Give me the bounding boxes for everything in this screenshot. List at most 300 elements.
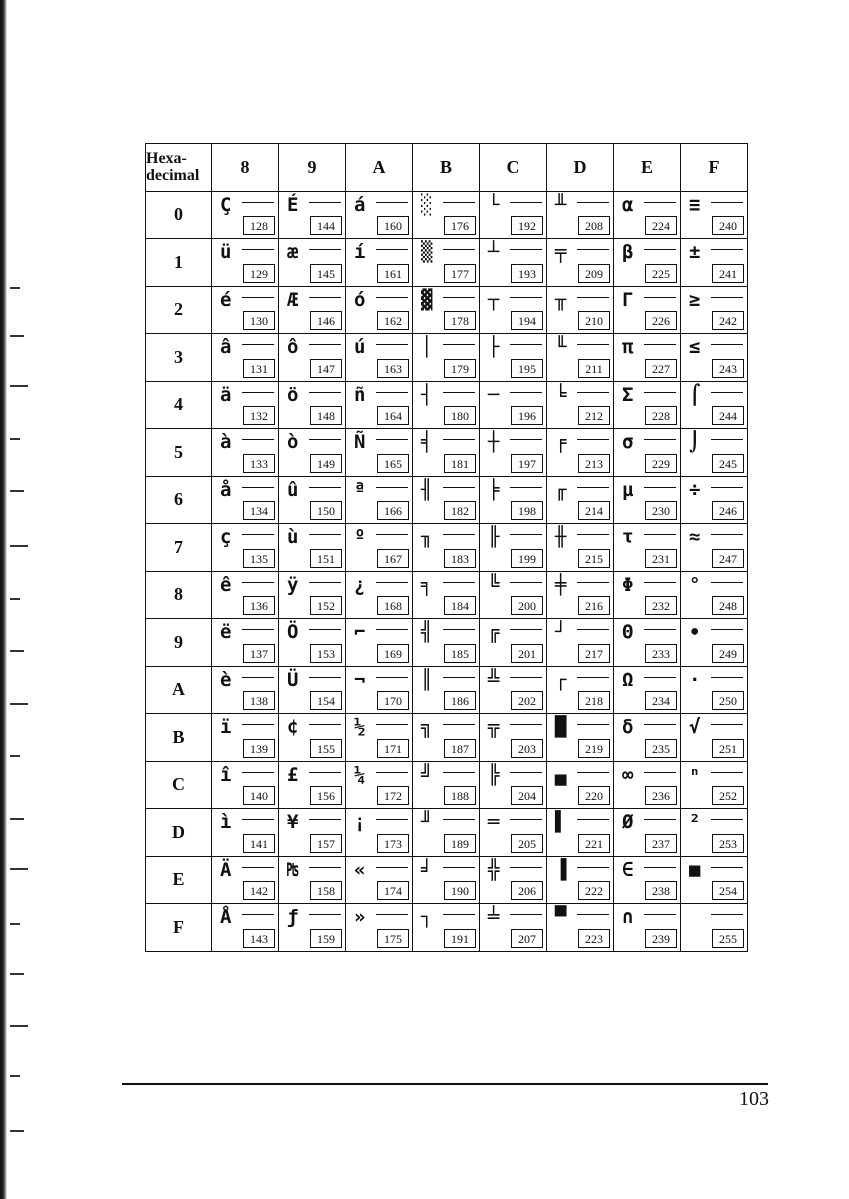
char-glyph: è bbox=[220, 668, 232, 691]
char-glyph: ù bbox=[287, 526, 299, 548]
char-glyph: ╠ bbox=[488, 763, 500, 786]
char-cell-173 bbox=[346, 809, 413, 857]
char-glyph: ° bbox=[689, 573, 701, 596]
decimal-code-box: 210 bbox=[578, 311, 610, 330]
char-cell-194 bbox=[480, 286, 547, 334]
char-glyph: β bbox=[622, 241, 634, 263]
code-leader-line bbox=[376, 867, 408, 868]
char-glyph: ± bbox=[689, 241, 701, 263]
char-glyph: ¡ bbox=[354, 811, 366, 833]
char-glyph: │ bbox=[421, 336, 433, 358]
char-cell-184 bbox=[413, 571, 480, 619]
char-glyph: ≥ bbox=[689, 288, 701, 311]
code-leader-line bbox=[376, 914, 408, 915]
decimal-code-box: 221 bbox=[578, 834, 610, 853]
decimal-code-box: 209 bbox=[578, 264, 610, 283]
decimal-code-box: 235 bbox=[645, 739, 677, 758]
decimal-code-box: 204 bbox=[511, 786, 543, 805]
decimal-code-box: 175 bbox=[377, 929, 409, 948]
code-leader-line bbox=[242, 677, 274, 678]
char-glyph: î bbox=[220, 763, 232, 786]
char-glyph: ê bbox=[220, 573, 232, 596]
code-leader-line bbox=[309, 202, 341, 203]
char-cell-185 bbox=[413, 619, 480, 667]
char-cell-130 bbox=[212, 286, 279, 334]
char-cell-223 bbox=[547, 904, 614, 952]
char-cell-201 bbox=[480, 619, 547, 667]
char-glyph: ╚ bbox=[488, 573, 500, 596]
decimal-code-box: 241 bbox=[712, 264, 744, 283]
binding-mark bbox=[10, 973, 24, 975]
binding-marks bbox=[10, 0, 40, 1199]
decimal-code-box: 255 bbox=[712, 929, 744, 948]
char-glyph: ╛ bbox=[421, 858, 433, 881]
decimal-code-box: 243 bbox=[712, 359, 744, 378]
decimal-code-box: 169 bbox=[377, 644, 409, 663]
char-cell-208 bbox=[547, 191, 614, 239]
code-leader-line bbox=[510, 297, 542, 298]
code-leader-line bbox=[309, 487, 341, 488]
decimal-code-box: 143 bbox=[243, 929, 275, 948]
code-leader-line bbox=[644, 202, 676, 203]
code-leader-line bbox=[309, 344, 341, 345]
decimal-code-box: 173 bbox=[377, 834, 409, 853]
binding-mark bbox=[10, 650, 24, 652]
char-glyph: ∈ bbox=[622, 858, 634, 881]
char-glyph: └ bbox=[488, 193, 500, 216]
decimal-code-box: 246 bbox=[712, 501, 744, 520]
code-leader-line bbox=[376, 724, 408, 725]
code-leader-line bbox=[242, 392, 274, 393]
decimal-code-box: 214 bbox=[578, 501, 610, 520]
decimal-code-box: 251 bbox=[712, 739, 744, 758]
char-glyph: δ bbox=[622, 716, 634, 738]
char-glyph: á bbox=[354, 193, 366, 216]
table-row-B bbox=[146, 714, 748, 762]
code-leader-line bbox=[644, 439, 676, 440]
char-glyph: ▌ bbox=[555, 811, 567, 833]
char-cell-150 bbox=[279, 476, 346, 524]
decimal-code-box: 254 bbox=[712, 881, 744, 900]
decimal-code-box: 232 bbox=[645, 596, 677, 615]
char-cell-192 bbox=[480, 191, 547, 239]
char-cell-170 bbox=[346, 666, 413, 714]
char-glyph: ∞ bbox=[622, 763, 634, 786]
char-glyph: ┬ bbox=[488, 288, 500, 311]
char-glyph: ¬ bbox=[354, 668, 366, 691]
char-glyph: µ bbox=[622, 478, 634, 501]
column-header-row bbox=[146, 144, 748, 192]
column-header-E: E bbox=[614, 144, 681, 192]
char-glyph: σ bbox=[622, 431, 634, 453]
code-leader-line bbox=[376, 772, 408, 773]
code-leader-line bbox=[510, 819, 542, 820]
char-cell-147 bbox=[279, 334, 346, 382]
char-glyph: ⁿ bbox=[689, 763, 701, 786]
decimal-code-box: 205 bbox=[511, 834, 543, 853]
char-cell-174 bbox=[346, 856, 413, 904]
code-leader-line bbox=[644, 392, 676, 393]
code-leader-line bbox=[242, 914, 274, 915]
table-row-5 bbox=[146, 429, 748, 477]
code-leader-line bbox=[242, 724, 274, 725]
code-leader-line bbox=[711, 487, 743, 488]
binding-mark bbox=[10, 703, 28, 705]
code-leader-line bbox=[577, 344, 609, 345]
char-glyph: ≈ bbox=[689, 526, 701, 548]
decimal-code-box: 216 bbox=[578, 596, 610, 615]
char-cell-242 bbox=[681, 286, 748, 334]
decimal-code-box: 190 bbox=[444, 881, 476, 900]
code-leader-line bbox=[711, 867, 743, 868]
decimal-code-box: 217 bbox=[578, 644, 610, 663]
decimal-code-box: 202 bbox=[511, 691, 543, 710]
decimal-code-box: 157 bbox=[310, 834, 342, 853]
row-header-C: C bbox=[146, 761, 212, 809]
decimal-code-box: 161 bbox=[377, 264, 409, 283]
char-glyph: ╕ bbox=[421, 573, 433, 596]
char-glyph: ÿ bbox=[287, 573, 299, 596]
code-leader-line bbox=[443, 249, 475, 250]
char-cell-228 bbox=[614, 381, 681, 429]
decimal-code-box: 213 bbox=[578, 454, 610, 473]
table-row-E bbox=[146, 856, 748, 904]
decimal-code-box: 196 bbox=[511, 406, 543, 425]
char-cell-166 bbox=[346, 476, 413, 524]
decimal-code-box: 146 bbox=[310, 311, 342, 330]
char-glyph: ƒ bbox=[287, 906, 299, 928]
char-cell-187 bbox=[413, 714, 480, 762]
code-leader-line bbox=[376, 344, 408, 345]
char-cell-181 bbox=[413, 429, 480, 477]
decimal-code-box: 168 bbox=[377, 596, 409, 615]
decimal-code-box: 174 bbox=[377, 881, 409, 900]
char-glyph: Ü bbox=[287, 668, 299, 691]
code-leader-line bbox=[443, 202, 475, 203]
decimal-code-box: 135 bbox=[243, 549, 275, 568]
char-cell-206 bbox=[480, 856, 547, 904]
decimal-code-box: 183 bbox=[444, 549, 476, 568]
code-leader-line bbox=[376, 677, 408, 678]
char-cell-229 bbox=[614, 429, 681, 477]
char-glyph: ▄ bbox=[555, 763, 567, 786]
char-cell-143 bbox=[212, 904, 279, 952]
code-leader-line bbox=[309, 867, 341, 868]
char-glyph: ñ bbox=[354, 383, 366, 406]
char-glyph: █ bbox=[555, 716, 567, 738]
code-leader-line bbox=[711, 439, 743, 440]
decimal-code-box: 244 bbox=[712, 406, 744, 425]
code-leader-line bbox=[577, 249, 609, 250]
code-leader-line bbox=[309, 772, 341, 773]
char-glyph: Å bbox=[220, 906, 232, 928]
char-cell-237 bbox=[614, 809, 681, 857]
char-glyph: π bbox=[622, 336, 634, 358]
code-leader-line bbox=[577, 772, 609, 773]
binding-mark bbox=[10, 545, 28, 547]
char-glyph: â bbox=[220, 336, 232, 358]
binding-mark bbox=[10, 490, 24, 492]
char-glyph: Ç bbox=[220, 193, 232, 216]
code-leader-line bbox=[644, 297, 676, 298]
char-cell-141 bbox=[212, 809, 279, 857]
char-cell-246 bbox=[681, 476, 748, 524]
code-leader-line bbox=[510, 629, 542, 630]
decimal-code-box: 192 bbox=[511, 216, 543, 235]
code-leader-line bbox=[711, 534, 743, 535]
binding-mark bbox=[10, 923, 20, 925]
char-cell-154 bbox=[279, 666, 346, 714]
decimal-code-box: 128 bbox=[243, 216, 275, 235]
char-glyph: Ø bbox=[622, 811, 634, 833]
char-cell-225 bbox=[614, 239, 681, 287]
code-leader-line bbox=[577, 202, 609, 203]
char-glyph: å bbox=[220, 478, 232, 501]
char-cell-248 bbox=[681, 571, 748, 619]
binding-mark bbox=[10, 438, 20, 440]
char-glyph: ╤ bbox=[555, 241, 567, 263]
char-glyph: ä bbox=[220, 383, 232, 406]
char-glyph: ¼ bbox=[354, 763, 366, 786]
decimal-code-box: 170 bbox=[377, 691, 409, 710]
char-cell-160 bbox=[346, 191, 413, 239]
char-cell-209 bbox=[547, 239, 614, 287]
char-glyph: Θ bbox=[622, 621, 634, 643]
code-leader-line bbox=[242, 819, 274, 820]
row-header-1: 1 bbox=[146, 239, 212, 287]
char-glyph: ï bbox=[220, 716, 232, 738]
char-glyph: ▐ bbox=[555, 858, 567, 881]
char-glyph: ∩ bbox=[622, 906, 634, 928]
decimal-code-box: 240 bbox=[712, 216, 744, 235]
corner-label-line: Hexa- bbox=[146, 150, 187, 168]
char-glyph: É bbox=[287, 193, 299, 216]
code-leader-line bbox=[242, 582, 274, 583]
char-glyph: ╬ bbox=[488, 858, 500, 881]
decimal-code-box: 238 bbox=[645, 881, 677, 900]
char-glyph: û bbox=[287, 478, 299, 501]
decimal-code-box: 149 bbox=[310, 454, 342, 473]
char-glyph: æ bbox=[287, 241, 299, 263]
table-row-F bbox=[146, 904, 748, 952]
char-cell-252 bbox=[681, 761, 748, 809]
code-leader-line bbox=[309, 392, 341, 393]
char-cell-207 bbox=[480, 904, 547, 952]
char-glyph: ╙ bbox=[555, 336, 567, 358]
char-glyph: ½ bbox=[354, 716, 366, 738]
char-glyph: ⌠ bbox=[689, 383, 701, 406]
row-header-B: B bbox=[146, 714, 212, 762]
char-glyph: ≤ bbox=[689, 336, 701, 358]
table-row-7 bbox=[146, 524, 748, 572]
char-cell-145 bbox=[279, 239, 346, 287]
char-cell-133 bbox=[212, 429, 279, 477]
binding-mark bbox=[10, 1075, 20, 1077]
decimal-code-box: 208 bbox=[578, 216, 610, 235]
char-cell-137 bbox=[212, 619, 279, 667]
code-leader-line bbox=[711, 914, 743, 915]
decimal-code-box: 162 bbox=[377, 311, 409, 330]
char-cell-161 bbox=[346, 239, 413, 287]
code-leader-line bbox=[644, 344, 676, 345]
row-header-6: 6 bbox=[146, 476, 212, 524]
char-glyph: Ω bbox=[622, 668, 634, 691]
char-cell-221 bbox=[547, 809, 614, 857]
char-cell-234 bbox=[614, 666, 681, 714]
char-glyph: Ä bbox=[220, 858, 232, 881]
char-cell-203 bbox=[480, 714, 547, 762]
char-glyph: ▒ bbox=[421, 241, 433, 263]
char-cell-136 bbox=[212, 571, 279, 619]
decimal-code-box: 218 bbox=[578, 691, 610, 710]
code-leader-line bbox=[443, 534, 475, 535]
char-glyph: Ö bbox=[287, 621, 299, 643]
code-leader-line bbox=[309, 677, 341, 678]
row-header-8: 8 bbox=[146, 571, 212, 619]
char-glyph: ╧ bbox=[488, 906, 500, 928]
char-cell-139 bbox=[212, 714, 279, 762]
char-glyph: ╫ bbox=[555, 526, 567, 548]
code-leader-line bbox=[711, 202, 743, 203]
char-glyph: ÷ bbox=[689, 478, 701, 501]
char-glyph: ¿ bbox=[354, 573, 366, 596]
row-header-D: D bbox=[146, 809, 212, 857]
code-leader-line bbox=[376, 202, 408, 203]
char-glyph: ∙ bbox=[689, 621, 701, 643]
char-cell-224 bbox=[614, 191, 681, 239]
char-glyph: ┤ bbox=[421, 383, 433, 406]
code-leader-line bbox=[577, 487, 609, 488]
column-header-8: 8 bbox=[212, 144, 279, 192]
code-leader-line bbox=[510, 392, 542, 393]
code-leader-line bbox=[577, 582, 609, 583]
code-leader-line bbox=[711, 392, 743, 393]
char-cell-162 bbox=[346, 286, 413, 334]
char-glyph: « bbox=[354, 858, 366, 881]
char-cell-236 bbox=[614, 761, 681, 809]
decimal-code-box: 130 bbox=[243, 311, 275, 330]
code-leader-line bbox=[242, 344, 274, 345]
code-leader-line bbox=[443, 439, 475, 440]
decimal-code-box: 230 bbox=[645, 501, 677, 520]
code-leader-line bbox=[376, 629, 408, 630]
decimal-code-box: 223 bbox=[578, 929, 610, 948]
decimal-code-box: 198 bbox=[511, 501, 543, 520]
char-cell-202 bbox=[480, 666, 547, 714]
table-row-9 bbox=[146, 619, 748, 667]
char-cell-142 bbox=[212, 856, 279, 904]
char-cell-205 bbox=[480, 809, 547, 857]
char-cell-157 bbox=[279, 809, 346, 857]
code-leader-line bbox=[309, 724, 341, 725]
code-leader-line bbox=[510, 724, 542, 725]
code-leader-line bbox=[242, 202, 274, 203]
page-number: 103 bbox=[739, 1088, 769, 1110]
decimal-code-box: 160 bbox=[377, 216, 409, 235]
char-cell-240 bbox=[681, 191, 748, 239]
decimal-code-box: 195 bbox=[511, 359, 543, 378]
char-cell-193 bbox=[480, 239, 547, 287]
char-cell-191 bbox=[413, 904, 480, 952]
code-leader-line bbox=[242, 772, 274, 773]
char-glyph: ┘ bbox=[555, 621, 567, 643]
decimal-code-box: 182 bbox=[444, 501, 476, 520]
code-leader-line bbox=[644, 914, 676, 915]
decimal-code-box: 247 bbox=[712, 549, 744, 568]
char-cell-243 bbox=[681, 334, 748, 382]
char-glyph: ═ bbox=[488, 811, 500, 833]
char-glyph: ╢ bbox=[421, 478, 433, 501]
decimal-code-box: 148 bbox=[310, 406, 342, 425]
code-leader-line bbox=[577, 819, 609, 820]
decimal-code-box: 171 bbox=[377, 739, 409, 758]
char-glyph: ╒ bbox=[555, 431, 567, 453]
code-leader-line bbox=[577, 677, 609, 678]
code-leader-line bbox=[376, 819, 408, 820]
decimal-code-box: 131 bbox=[243, 359, 275, 378]
char-cell-233 bbox=[614, 619, 681, 667]
char-cell-171 bbox=[346, 714, 413, 762]
char-cell-152 bbox=[279, 571, 346, 619]
decimal-code-box: 140 bbox=[243, 786, 275, 805]
char-cell-247 bbox=[681, 524, 748, 572]
char-glyph: ┴ bbox=[488, 241, 500, 263]
char-cell-230 bbox=[614, 476, 681, 524]
char-cell-188 bbox=[413, 761, 480, 809]
code-leader-line bbox=[242, 629, 274, 630]
code-leader-line bbox=[376, 439, 408, 440]
char-glyph: ║ bbox=[421, 668, 433, 691]
char-cell-167 bbox=[346, 524, 413, 572]
char-glyph: √ bbox=[689, 716, 701, 738]
decimal-code-box: 147 bbox=[310, 359, 342, 378]
row-header-0: 0 bbox=[146, 191, 212, 239]
char-glyph: ├ bbox=[488, 336, 500, 358]
table-row-2 bbox=[146, 286, 748, 334]
char-cell-254 bbox=[681, 856, 748, 904]
char-cell-241 bbox=[681, 239, 748, 287]
char-cell-129 bbox=[212, 239, 279, 287]
decimal-code-box: 253 bbox=[712, 834, 744, 853]
row-header-E: E bbox=[146, 856, 212, 904]
decimal-code-box: 237 bbox=[645, 834, 677, 853]
char-cell-251 bbox=[681, 714, 748, 762]
decimal-code-box: 155 bbox=[310, 739, 342, 758]
code-leader-line bbox=[309, 629, 341, 630]
decimal-code-box: 189 bbox=[444, 834, 476, 853]
decimal-code-box: 193 bbox=[511, 264, 543, 283]
code-leader-line bbox=[510, 439, 542, 440]
char-glyph: ╡ bbox=[421, 431, 433, 453]
row-header-5: 5 bbox=[146, 429, 212, 477]
char-glyph: Σ bbox=[622, 383, 634, 406]
code-leader-line bbox=[510, 344, 542, 345]
char-cell-227 bbox=[614, 334, 681, 382]
char-glyph: ▀ bbox=[555, 906, 567, 928]
char-glyph: £ bbox=[287, 763, 299, 786]
binding-mark bbox=[10, 818, 24, 820]
code-leader-line bbox=[510, 202, 542, 203]
code-leader-line bbox=[309, 819, 341, 820]
code-leader-line bbox=[242, 867, 274, 868]
decimal-code-box: 176 bbox=[444, 216, 476, 235]
row-header-2: 2 bbox=[146, 286, 212, 334]
decimal-code-box: 150 bbox=[310, 501, 342, 520]
code-leader-line bbox=[644, 819, 676, 820]
char-glyph: ┐ bbox=[421, 906, 433, 928]
row-header-4: 4 bbox=[146, 381, 212, 429]
char-cell-244 bbox=[681, 381, 748, 429]
